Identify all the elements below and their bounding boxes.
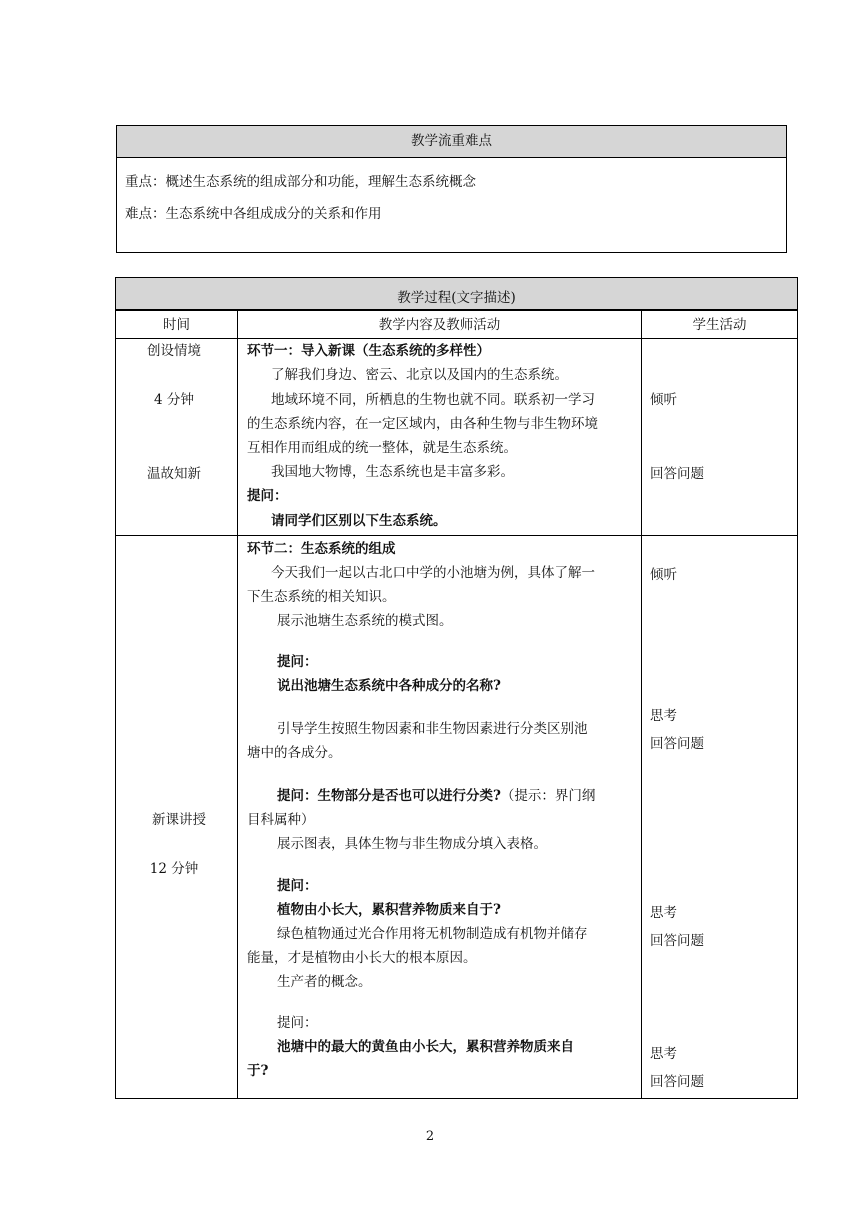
question-text: 请同学们区别以下生态系统。 bbox=[271, 513, 447, 529]
time-cell: 温故知新 bbox=[147, 466, 201, 482]
content-line: 下生态系统的相关知识。 bbox=[247, 589, 396, 605]
column-header-time: 时间 bbox=[163, 317, 190, 333]
student-activity: 回答问题 bbox=[650, 466, 704, 482]
divider bbox=[641, 310, 642, 1098]
question-text: 提问：生物部分是否也可以进行分类? bbox=[277, 788, 501, 804]
divider bbox=[116, 338, 797, 339]
question-label: 提问： bbox=[277, 878, 318, 894]
student-activity: 倾听 bbox=[650, 567, 677, 583]
content-line: 能量，才是植物由小长大的根本原因。 bbox=[247, 950, 477, 966]
question-label: 提问： bbox=[247, 488, 288, 504]
content-line: 生产者的概念。 bbox=[277, 974, 372, 990]
hint-text: （提示：界门纲 bbox=[500, 788, 596, 804]
content-line: 展示池塘生态系统的模式图。 bbox=[277, 613, 453, 629]
section-title: 环节一：导入新课（生态系统的多样性） bbox=[247, 343, 490, 359]
section-title: 环节二：生态系统的组成 bbox=[247, 541, 396, 557]
column-header-student: 学生活动 bbox=[692, 317, 747, 333]
question-text: 植物由小长大，累积营养物质来自于? bbox=[277, 902, 501, 918]
content-line: 了解我们身边、密云、北京以及国内的生态系统。 bbox=[271, 367, 568, 383]
student-activity: 回答问题 bbox=[650, 736, 704, 752]
question-text: 说出池塘生态系统中各种成分的名称? bbox=[277, 678, 501, 694]
content-line: 今天我们一起以古北口中学的小池塘为例，具体了解一 bbox=[271, 565, 595, 581]
column-header-content: 教学内容及教师活动 bbox=[378, 317, 501, 333]
question-text: 池塘中的最大的黄鱼由小长大，累积营养物质来自 bbox=[277, 1039, 574, 1055]
content-line: 绿色植物通过光合作用将无机物制造成有机物并储存 bbox=[277, 926, 588, 942]
time-cell: 4 分钟 bbox=[154, 392, 194, 408]
student-activity: 倾听 bbox=[650, 392, 677, 408]
key-point-line: 重点：概述生态系统的组成部分和功能，理解生态系统概念 bbox=[125, 174, 476, 190]
student-activity: 思考 bbox=[650, 905, 677, 921]
question-label: 提问： bbox=[277, 654, 318, 670]
student-activity: 回答问题 bbox=[650, 1074, 704, 1090]
teaching-process-table bbox=[115, 277, 798, 1099]
question-line bbox=[277, 786, 595, 806]
student-activity: 思考 bbox=[650, 1046, 677, 1062]
time-cell: 创设情境 bbox=[147, 343, 201, 359]
student-activity: 思考 bbox=[650, 708, 677, 724]
question-text: 于? bbox=[247, 1063, 269, 1079]
student-activity: 回答问题 bbox=[650, 933, 704, 949]
difficult-point-line: 难点：生态系统中各组成成分的关系和作用 bbox=[125, 206, 382, 222]
divider bbox=[116, 535, 797, 536]
content-line: 塘中的各成分。 bbox=[247, 745, 342, 761]
content-line: 展示图表，具体生物与非生物成分填入表格。 bbox=[277, 836, 547, 852]
content-line: 我国地大物博，生态系统也是丰富多彩。 bbox=[271, 464, 514, 480]
divider bbox=[237, 310, 238, 1098]
key-points-table bbox=[116, 125, 787, 253]
content-line: 的生态系统内容，在一定区域内，由各种生物与非生物环境 bbox=[247, 416, 598, 432]
content-line: 地域环境不同，所栖息的生物也就不同。联系初一学习 bbox=[271, 392, 595, 408]
time-cell: 12 分钟 bbox=[149, 861, 199, 877]
content-line: 引导学生按照生物因素和非生物因素进行分类区别池 bbox=[277, 721, 588, 737]
divider bbox=[116, 310, 797, 311]
page-number: 2 bbox=[425, 1129, 435, 1144]
question-label: 提问： bbox=[277, 1015, 318, 1031]
key-points-header: 教学流重难点 bbox=[117, 126, 786, 158]
time-cell: 新课讲授 bbox=[152, 812, 206, 828]
content-line: 目科属种） bbox=[247, 812, 315, 828]
content-line: 互相作用而组成的统一整体，就是生态系统。 bbox=[247, 440, 517, 456]
teaching-process-header: 教学过程(文字描述) bbox=[116, 278, 797, 310]
